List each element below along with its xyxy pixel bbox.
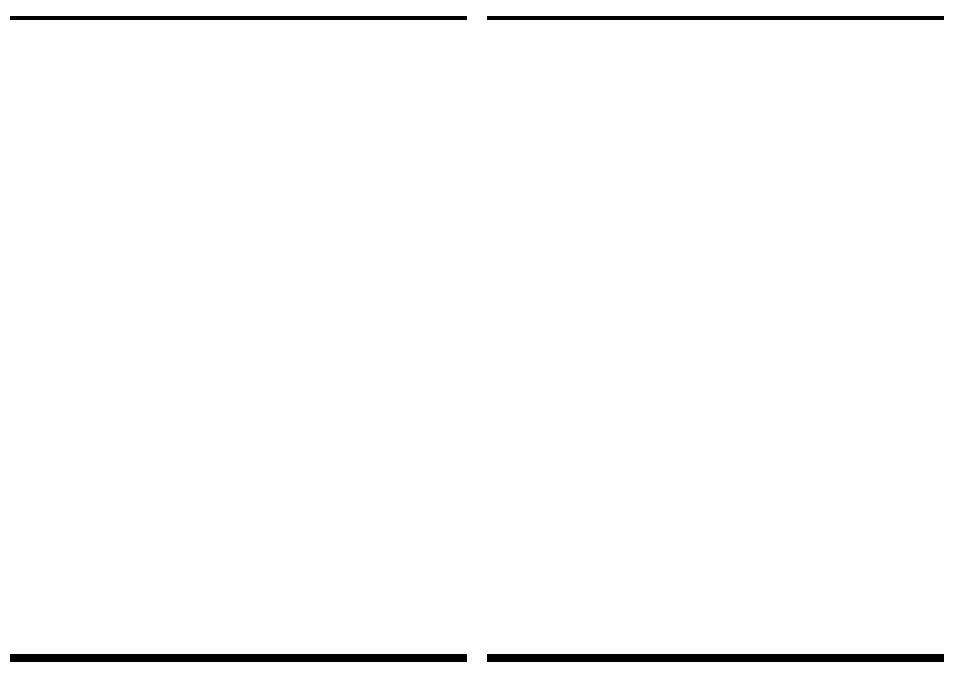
left-page	[10, 10, 467, 650]
page-footer	[487, 654, 944, 662]
section-heading	[487, 16, 944, 20]
right-page	[487, 10, 944, 650]
page-footer	[10, 654, 467, 662]
section-heading	[10, 16, 467, 20]
